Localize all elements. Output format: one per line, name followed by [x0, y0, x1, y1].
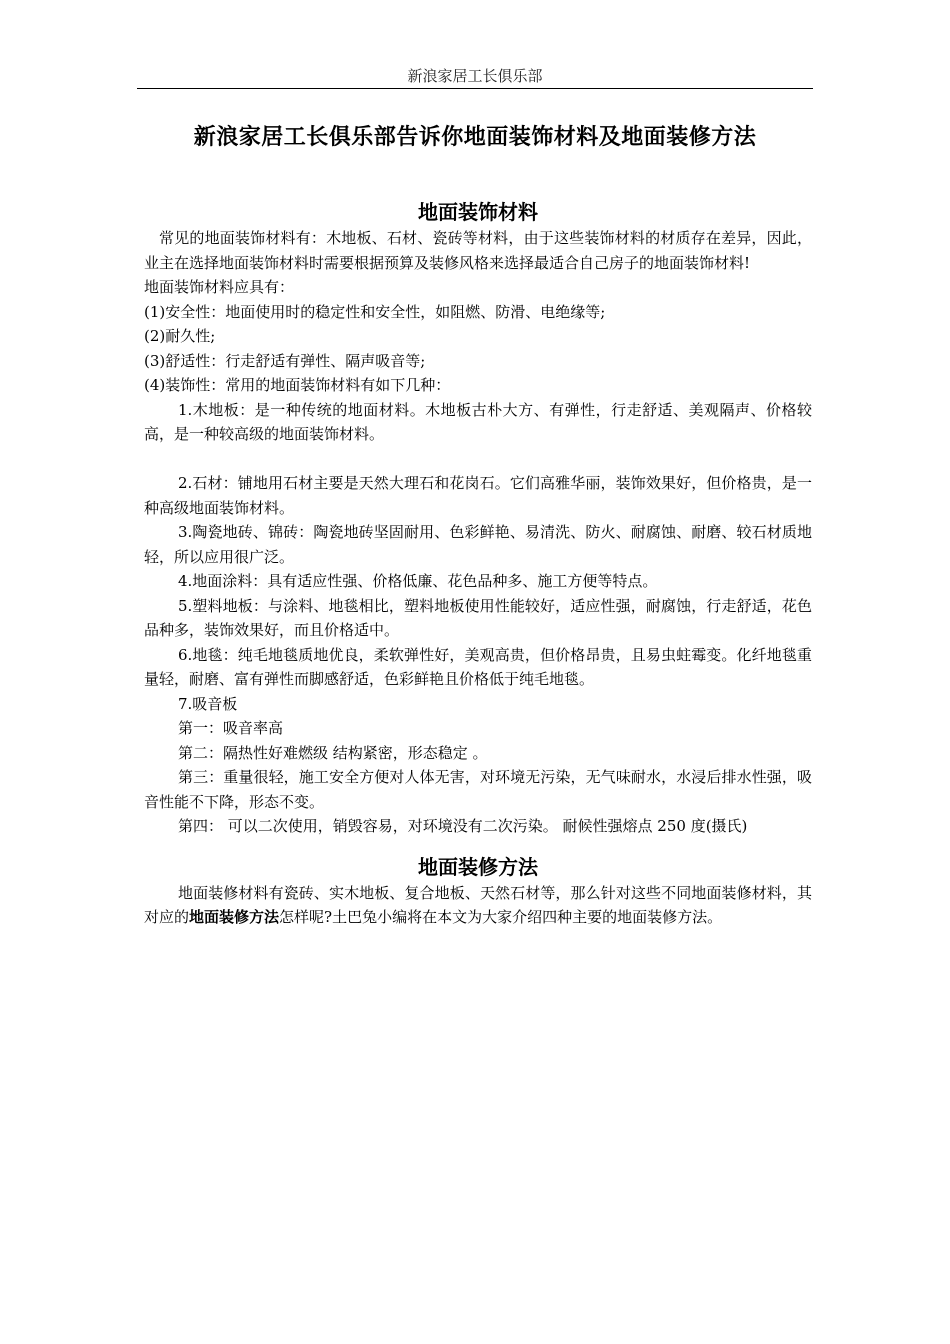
blank-line: [144, 447, 812, 472]
requirement-item: (1)安全性：地面使用时的稳定性和安全性，如阻燃、防滑、电绝缘等;: [144, 302, 606, 321]
section-heading-materials: 地面装饰材料: [418, 200, 538, 224]
sound-board-point: 第四： 可以二次使用，销毁容易，对环境没有二次污染。 耐候性强熔点 250 度(摄氏): [178, 817, 748, 835]
requirement-item: (4)装饰性：常用的地面装饰材料有如下几种：: [144, 376, 451, 394]
material-item-wood-floor: 1.木地板：是一种传统的地面材料。木地板古朴大方、有弹性，行走舒适、美观隔声、价格较高，是一种较高级的地面装饰材料。: [144, 400, 812, 443]
methods-paragraph: [144, 881, 812, 930]
material-item-plastic-floor: 5.塑料地板：与涂料、地毯相比，塑料地板使用性能较好，适应性强，耐腐蚀，行走舒适，花色品种多，装饰效果好，而且价格适中。: [144, 596, 812, 639]
sound-board-point: 第一：吸音率高: [178, 719, 284, 737]
section-spacer: [144, 839, 812, 853]
document-title: 新浪家居工长俱乐部告诉你地面装饰材料及地面装修方法: [193, 124, 757, 150]
running-header: 新浪家居工长俱乐部: [407, 67, 543, 85]
sound-board-point: 第三：重量很轻，施工安全方便对人体无害，对环境无污染，无气味耐水，水浸后排水性强，吸音性能不下降，形态不变。: [144, 768, 812, 811]
material-item-stone: 2.石材：铺地用石材主要是天然大理石和花岗石。它们高雅华丽，装饰效果好，但价格贵，是一种高级地面装饰材料。: [144, 474, 812, 517]
section-heading-methods: 地面装修方法: [418, 854, 538, 879]
material-item-carpet: 6.地毯：纯毛地毯质地优良，柔软弹性好，美观高贵，但价格昂贵，且易虫蛀霉变。化纤地毯重量轻，耐磨、富有弹性而脚感舒适，色彩鲜艳且价格低于纯毛地毯。: [144, 645, 812, 688]
document-body: [144, 198, 812, 930]
methods-text-start: 地面装修材料有瓷砖、实木地板、复合地板、天然石材等，那么针对这些不同地面装修材料，其对应的: [144, 883, 812, 926]
requirement-item: (2)耐久性;: [144, 327, 216, 345]
methods-text-end: 怎样呢?土巴兔小编将在本文为大家介绍四种主要的地面装修方法。: [279, 908, 723, 926]
sound-board-point: 第二：隔热性好难燃级 结构紧密，形态稳定 。: [178, 743, 488, 762]
header-divider: [137, 88, 813, 89]
methods-keyword: 地面装修方法: [189, 908, 280, 926]
material-item-sound-board: 7.吸音板: [178, 694, 238, 713]
requirements-label: 地面装饰材料应具有：: [144, 278, 295, 296]
material-item-ceramic-tile: 3.陶瓷地砖、锦砖：陶瓷地砖坚固耐用、色彩鲜艳、易清洗、防火、耐腐蚀、耐磨、较石材质地轻，所以应用很广泛。: [144, 523, 812, 566]
requirement-item: (3)舒适性：行走舒适有弹性、隔声吸音等;: [144, 351, 426, 370]
intro-paragraph: 常见的地面装饰材料有：木地板、石材、瓷砖等材料，由于这些装饰材料的材质存在差异，因此，业主在选择地面装饰材料时需要根据预算及装修风格来选择最适合自己房子的地面装饰材料!: [144, 229, 812, 272]
material-item-floor-coating: 4.地面涂料：具有适应性强、价格低廉、花色品种多、施工方便等特点。: [178, 572, 658, 590]
